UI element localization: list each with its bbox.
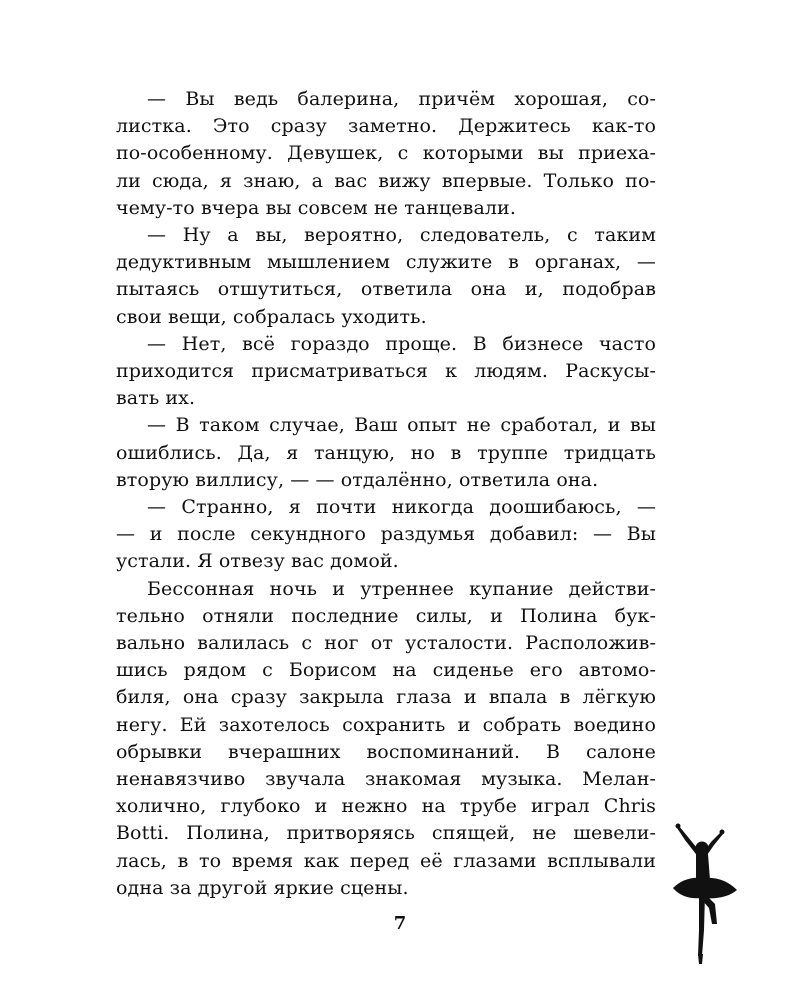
paragraph [116, 86, 656, 222]
text-line: — Странно, я почти никогда доошибаюсь, — [147, 496, 656, 519]
paragraph [116, 412, 656, 494]
text-line: приходится присматриваться к людям. Раскусы- [116, 360, 656, 383]
text-line: — Ну а вы, вероятно, следователь, с таким [147, 224, 656, 247]
text-line: Botti. Полина, притворяясь спящей, не шевели- [116, 822, 656, 845]
text-line: — Вы ведь балерина, причём хорошая, со- [147, 88, 656, 110]
text-line: биля, она сразу закрыла глаза и впала в лёгкую [116, 686, 656, 709]
text-line: ненавязчиво звучала знакомая музыка. Мелан- [116, 768, 656, 791]
paragraph [116, 331, 656, 413]
text-line: вторую виллису, — — отдалённо, ответила она. [116, 468, 599, 491]
body-text [116, 86, 656, 902]
text-line: ли сюда, я знаю, а вас вижу впервые. Только по- [116, 169, 656, 192]
paragraph [116, 494, 656, 576]
paragraph [116, 222, 656, 331]
text-line: одна за другой яркие сцены. [116, 876, 409, 899]
text-line: — и после секундного раздумья добавил: — Вы [116, 523, 656, 546]
text-line: по-особенному. Девушек, с которыми вы приеха- [116, 142, 656, 165]
text-line: ошиблись. Да, я танцую, но в труппе тридцать [116, 441, 656, 464]
text-line: чему-то вчера вы совсем не танцевали. [116, 196, 516, 219]
text-line: вально валилась с ног от усталости. Расположив- [116, 632, 656, 655]
text-line: лась, в то время как перед её глазами всплывали [116, 849, 656, 872]
text-line: Бессонная ночь и утреннее купание действи- [147, 577, 656, 600]
text-line: — В таком случае, Ваш опыт не сработал, и вы [147, 414, 656, 437]
text-line: — Нет, всё гораздо проще. В бизнесе часто [147, 332, 656, 355]
text-line: холично, глубоко и нежно на трубе играл Chris [116, 795, 656, 818]
ballerina-silhouette-icon [655, 818, 745, 968]
text-line: листка. Это сразу заметно. Держитесь как-то [116, 115, 656, 138]
text-line: вать их. [116, 387, 196, 410]
text-line: обрывки вчерашних воспоминаний. В салоне [116, 740, 656, 763]
text-line: свои вещи, собралась уходить. [116, 305, 427, 328]
page-number: 7 [393, 913, 407, 934]
text-line: шись рядом с Борисом на сиденье его автомо- [116, 659, 656, 682]
text-line: пытаясь отшутиться, ответила она и, подобрав [116, 278, 656, 301]
text-line: тельно отняли последние силы, и Полина бук- [116, 604, 656, 627]
paragraph [116, 576, 656, 902]
text-line: негу. Ей захотелось сохранить и собрать воедино [116, 713, 656, 736]
text-line: устали. Я отвезу вас домой. [116, 550, 399, 573]
text-line: дедуктивным мышлением служите в органах, — [116, 251, 656, 274]
